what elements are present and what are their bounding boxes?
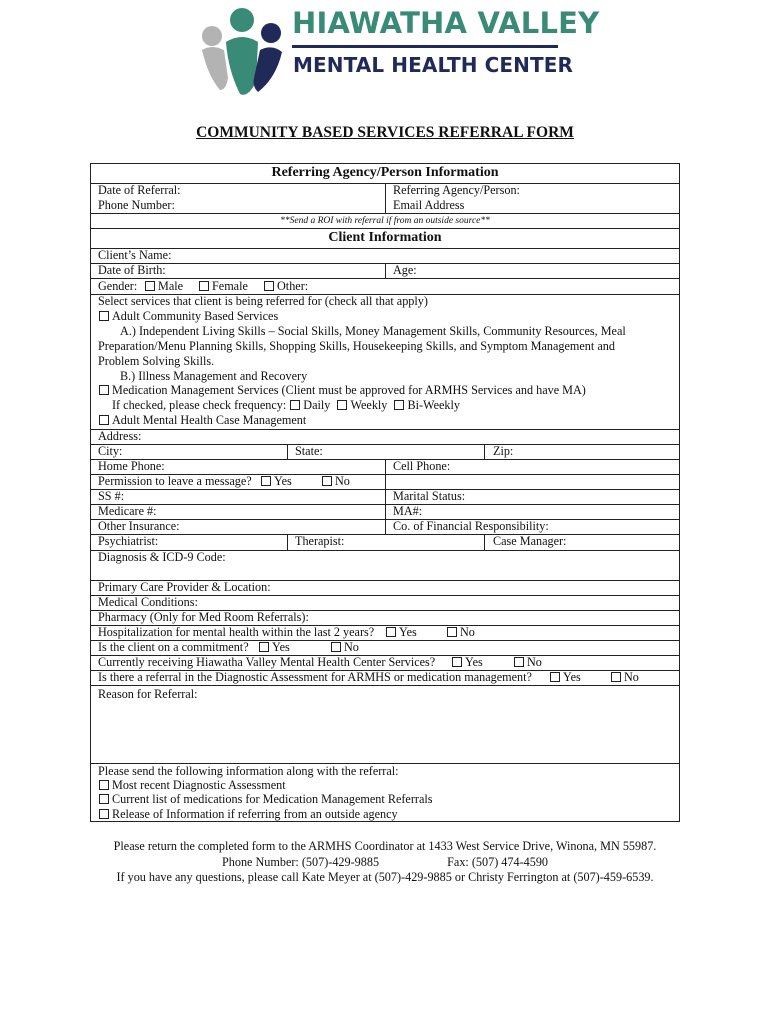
svc-case-mgmt-label: Adult Mental Health Case Management bbox=[112, 413, 307, 427]
checkbox-icon[interactable] bbox=[337, 400, 347, 410]
yes-label: Yes bbox=[274, 474, 292, 488]
form-title: COMMUNITY BASED SERVICES REFERRAL FORM bbox=[196, 124, 574, 141]
hosp-no-option[interactable] bbox=[439, 625, 475, 640]
no-label: No bbox=[344, 640, 359, 654]
pcp-row bbox=[91, 580, 679, 596]
ssn-field[interactable]: SS #: bbox=[98, 489, 125, 503]
other-insurance-field[interactable]: Other Insurance: bbox=[98, 519, 180, 533]
brand-divider bbox=[292, 45, 558, 48]
yes-label: Yes bbox=[399, 625, 417, 639]
divider bbox=[287, 534, 288, 551]
footer-contact bbox=[0, 854, 770, 870]
checkbox-icon[interactable] bbox=[331, 642, 341, 652]
send-info-label: Please send the following information along with the referral: bbox=[98, 764, 399, 778]
city-field[interactable]: City: bbox=[98, 444, 123, 458]
current-svc-label: Currently receiving Hiawatha Valley Mental Health Center Services? bbox=[98, 655, 436, 669]
roi-note-row bbox=[91, 214, 679, 229]
frequency-label: If checked, please check frequency: bbox=[112, 398, 287, 412]
ma-field[interactable]: MA#: bbox=[393, 504, 423, 518]
diagnosis-field[interactable]: Diagnosis & ICD-9 Code: bbox=[98, 550, 226, 564]
no-label: No bbox=[335, 474, 350, 488]
gender-male-option[interactable] bbox=[137, 279, 183, 294]
referral-phone-field[interactable]: Phone Number: bbox=[98, 198, 175, 212]
providers-row bbox=[91, 534, 679, 551]
pcp-field[interactable]: Primary Care Provider & Location: bbox=[98, 580, 271, 594]
dob-field[interactable]: Date of Birth: bbox=[98, 263, 166, 277]
referral-email-field[interactable]: Email Address bbox=[393, 198, 465, 212]
gender-row bbox=[91, 279, 679, 295]
no-label: No bbox=[460, 625, 475, 639]
checkbox-icon[interactable] bbox=[99, 794, 109, 804]
yes-label: Yes bbox=[465, 655, 483, 669]
commitment-row bbox=[91, 640, 679, 656]
freq-biweekly-label: Bi-Weekly bbox=[407, 398, 460, 412]
send-meds-label: Current list of medications for Medication Management Referrals bbox=[112, 792, 433, 806]
freq-daily-label: Daily bbox=[303, 398, 331, 412]
checkbox-icon[interactable] bbox=[290, 400, 300, 410]
client-heading: Client Information bbox=[328, 230, 442, 245]
checkbox-icon[interactable] bbox=[99, 415, 109, 425]
send-da-option[interactable] bbox=[98, 778, 286, 793]
financial-responsibility-field[interactable]: Co. of Financial Responsibility: bbox=[393, 519, 549, 533]
diagnosis-row bbox=[91, 550, 679, 581]
checkbox-icon[interactable] bbox=[550, 672, 560, 682]
checkbox-icon[interactable] bbox=[611, 672, 621, 682]
hosp-row bbox=[91, 625, 679, 641]
gender-female-option[interactable] bbox=[191, 279, 248, 294]
current-svc-no-option[interactable] bbox=[506, 655, 542, 670]
yes-label: Yes bbox=[272, 640, 290, 654]
diag-ref-yes-option[interactable] bbox=[542, 670, 581, 685]
diag-ref-no-option[interactable] bbox=[603, 670, 639, 685]
case-manager-field[interactable]: Case Manager: bbox=[493, 534, 567, 548]
psychiatrist-field[interactable]: Psychiatrist: bbox=[98, 534, 159, 548]
svc-case-mgmt-option[interactable] bbox=[98, 413, 306, 428]
send-roi-label: Release of Information if referring from an outside agency bbox=[112, 807, 398, 821]
reason-field[interactable]: Reason for Referral: bbox=[98, 687, 198, 701]
home-phone-field[interactable]: Home Phone: bbox=[98, 459, 165, 473]
footer-return: Please return the completed form to the ARMHS Coordinator at 1433 West Service Drive, Winona, MN 55987. bbox=[113, 839, 657, 853]
send-da-label: Most recent Diagnostic Assessment bbox=[112, 778, 286, 792]
no-label: No bbox=[527, 655, 542, 669]
client-heading-row bbox=[91, 228, 679, 249]
gender-other-option[interactable] bbox=[256, 279, 308, 294]
diag-ref-row bbox=[91, 670, 679, 686]
referral-form bbox=[90, 163, 680, 822]
divider bbox=[484, 534, 485, 551]
permission-yes-option[interactable] bbox=[253, 474, 292, 489]
checkbox-icon[interactable] bbox=[99, 311, 109, 321]
checkbox-icon[interactable] bbox=[264, 281, 274, 291]
divider bbox=[385, 263, 386, 279]
med-conditions-field[interactable]: Medical Conditions: bbox=[98, 595, 198, 609]
svc-adult-cbs-option[interactable] bbox=[98, 309, 278, 324]
checkbox-icon[interactable] bbox=[199, 281, 209, 291]
gender-label: Gender: bbox=[98, 279, 138, 293]
org-name-line2: MENTAL HEALTH CENTER bbox=[293, 53, 574, 77]
commitment-label: Is the client on a commitment? bbox=[98, 640, 249, 654]
svc-b-label: B.) Illness Management and Recovery bbox=[120, 369, 308, 383]
current-svc-row bbox=[91, 655, 679, 671]
referring-heading: Referring Agency/Person Information bbox=[271, 165, 499, 180]
checkbox-icon[interactable] bbox=[447, 627, 457, 637]
therapist-field[interactable]: Therapist: bbox=[295, 534, 345, 548]
cell-phone-field[interactable]: Cell Phone: bbox=[393, 459, 451, 473]
referring-heading-row bbox=[91, 164, 679, 184]
no-label: No bbox=[624, 670, 639, 684]
roi-note: **Send a ROI with referral if from an outside source** bbox=[280, 216, 490, 226]
reason-row bbox=[91, 685, 679, 764]
send-roi-option[interactable] bbox=[98, 807, 398, 822]
freq-weekly-label: Weekly bbox=[350, 398, 388, 412]
footer-questions: If you have any questions, please call Kate Meyer at (507)-429-9885 or Christy Ferrington at (507)-459-6539. bbox=[116, 870, 654, 884]
referring-agency-field[interactable]: Referring Agency/Person: bbox=[393, 183, 520, 197]
svc-adult-cbs-label: Adult Community Based Services bbox=[112, 309, 279, 323]
address-field[interactable]: Address: bbox=[98, 429, 142, 443]
checkbox-icon[interactable] bbox=[394, 400, 404, 410]
gender-other-label: Other: bbox=[277, 279, 309, 293]
pharmacy-field[interactable]: Pharmacy (Only for Med Room Referrals): bbox=[98, 610, 309, 624]
divider bbox=[287, 444, 288, 460]
divider bbox=[484, 444, 485, 460]
checkbox-icon[interactable] bbox=[259, 642, 269, 652]
checkbox-icon[interactable] bbox=[261, 476, 271, 486]
commitment-no-option[interactable] bbox=[323, 640, 359, 655]
checkbox-icon[interactable] bbox=[99, 780, 109, 790]
send-info-block bbox=[91, 764, 679, 822]
svc-med-option[interactable] bbox=[98, 383, 586, 398]
yes-label: Yes bbox=[563, 670, 581, 684]
diag-ref-label: Is there a referral in the Diagnostic Assessment for ARMHS or medication management? bbox=[98, 670, 532, 684]
frequency-row bbox=[112, 398, 460, 413]
commitment-yes-option[interactable] bbox=[251, 640, 290, 655]
send-meds-option[interactable] bbox=[98, 792, 433, 807]
marital-status-field[interactable]: Marital Status: bbox=[393, 489, 466, 503]
checkbox-icon[interactable] bbox=[145, 281, 155, 291]
checkbox-icon[interactable] bbox=[514, 657, 524, 667]
current-svc-yes-option[interactable] bbox=[444, 655, 483, 670]
zip-field[interactable]: Zip: bbox=[493, 444, 514, 458]
svc-a-line3: Problem Solving Skills. bbox=[98, 354, 215, 368]
medicare-field[interactable]: Medicare #: bbox=[98, 504, 157, 518]
divider bbox=[385, 489, 386, 535]
age-field[interactable]: Age: bbox=[393, 263, 417, 277]
pharmacy-row bbox=[91, 610, 679, 626]
gender-male-label: Male bbox=[158, 279, 184, 293]
services-block bbox=[91, 294, 679, 430]
city-row bbox=[91, 444, 679, 460]
checkbox-icon[interactable] bbox=[452, 657, 462, 667]
permission-label: Permission to leave a message? bbox=[98, 474, 252, 488]
checkbox-icon[interactable] bbox=[99, 385, 109, 395]
divider bbox=[385, 459, 386, 490]
svc-med-label: Medication Management Services (Client must be approved for ARMHS Services and have MA) bbox=[112, 383, 586, 397]
client-name-field[interactable]: Client’s Name: bbox=[98, 248, 172, 262]
svc-a-line2: Preparation/Menu Planning Skills, Shopping Skills, Housekeeping Skills, and Symptom Management and bbox=[98, 339, 615, 353]
permission-no-option[interactable] bbox=[314, 474, 350, 489]
gender-female-label: Female bbox=[212, 279, 248, 293]
services-intro: Select services that client is being referred for (check all that apply) bbox=[98, 294, 428, 308]
svc-a-line1: A.) Independent Living Skills – Social Skills, Money Management Skills, Community Resources, Meal bbox=[120, 324, 626, 338]
hosp-yes-option[interactable] bbox=[378, 625, 417, 640]
divider bbox=[385, 183, 386, 214]
date-of-referral-field[interactable]: Date of Referral: bbox=[98, 183, 181, 197]
med-conditions-row bbox=[91, 595, 679, 611]
footer-fax: Fax: (507) 474-4590 bbox=[447, 855, 549, 869]
org-name-line1: HIAWATHA VALLEY bbox=[292, 6, 600, 40]
checkbox-icon[interactable] bbox=[386, 627, 396, 637]
footer-phone: Phone Number: (507)-429-9885 bbox=[221, 855, 380, 869]
address-row bbox=[91, 429, 679, 445]
client-name-row bbox=[91, 248, 679, 264]
state-field[interactable]: State: bbox=[295, 444, 323, 458]
hosp-label: Hospitalization for mental health within the last 2 years? bbox=[98, 625, 375, 639]
checkbox-icon[interactable] bbox=[322, 476, 332, 486]
checkbox-icon[interactable] bbox=[99, 809, 109, 819]
